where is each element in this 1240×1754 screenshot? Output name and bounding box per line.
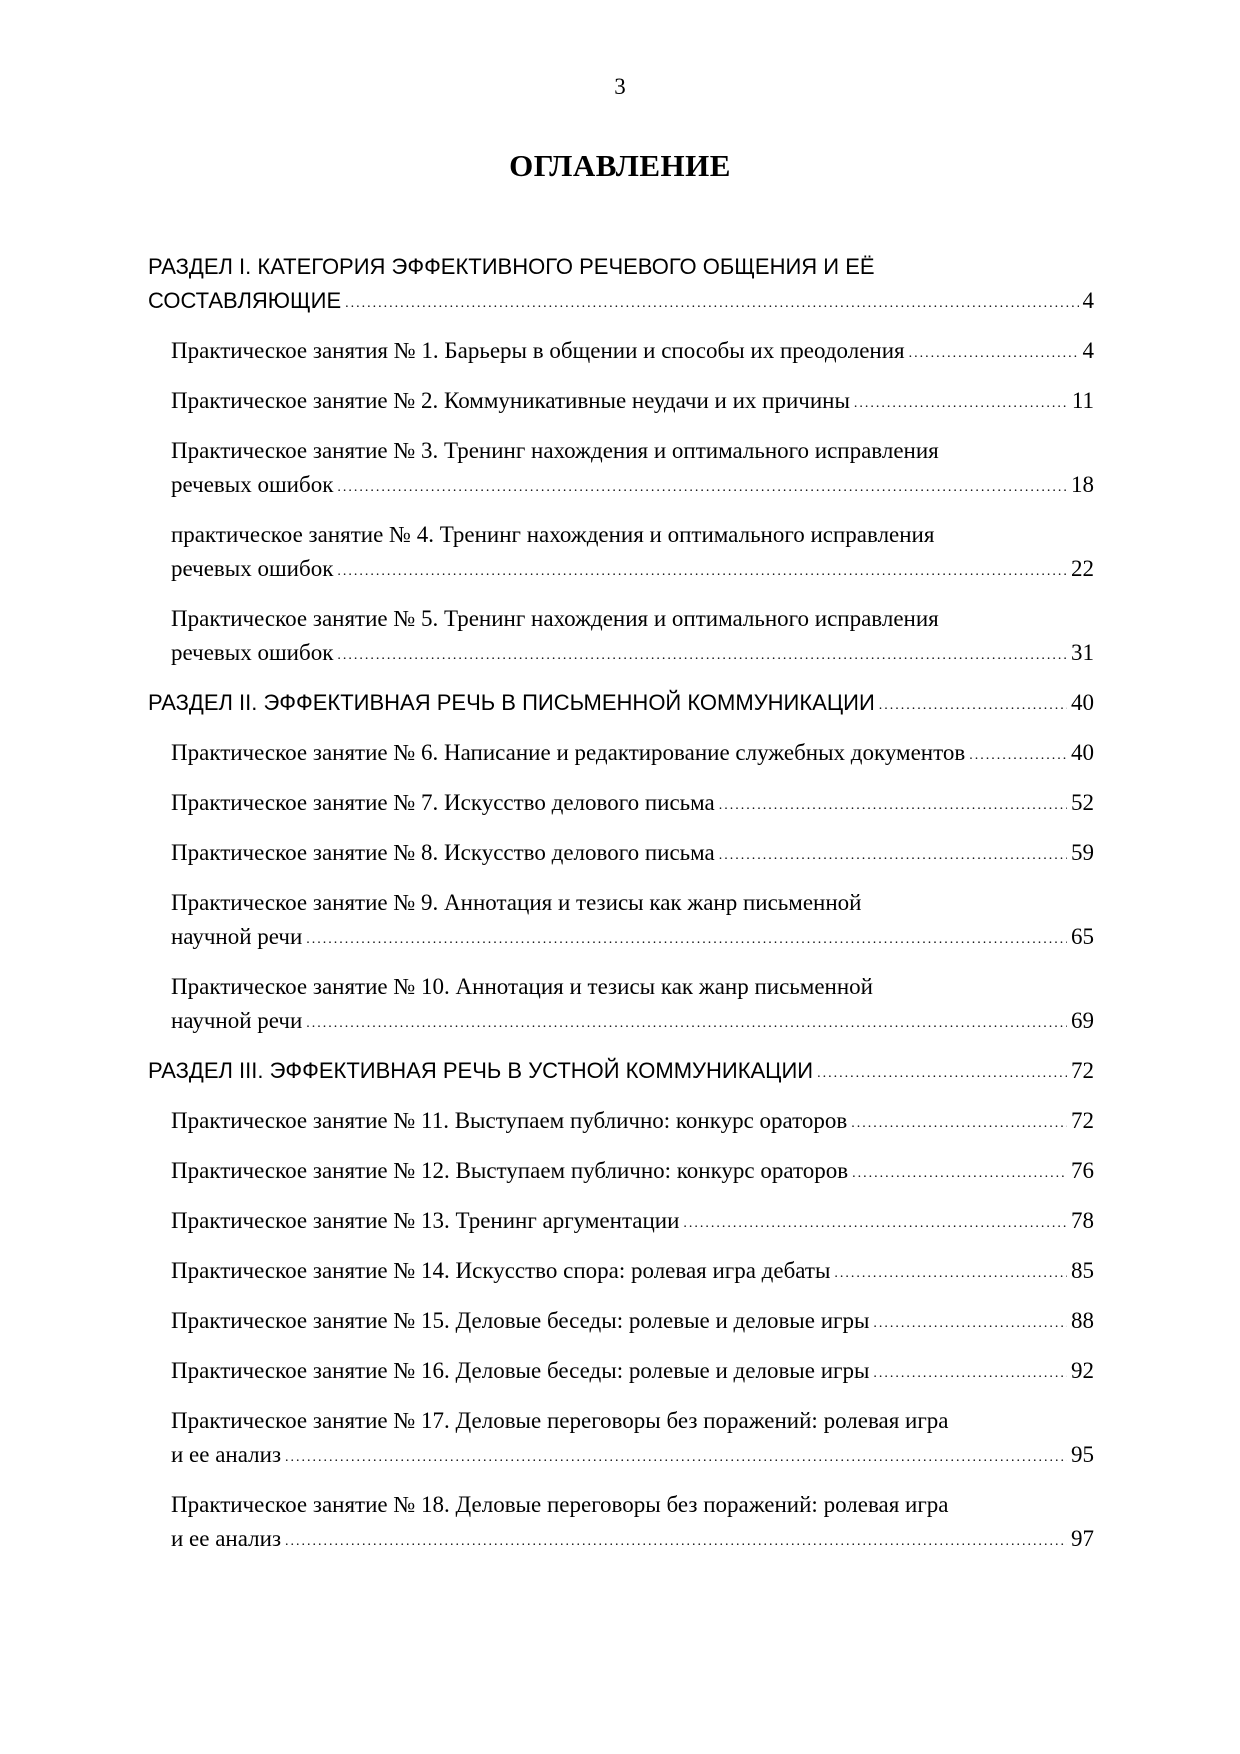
toc-entry-text: Практическое занятия № 1. Барьеры в общении и способы их преодоления <box>171 338 905 363</box>
toc-entry-text: речевых ошибок <box>171 556 334 581</box>
dot-leader <box>285 1441 1067 1475</box>
toc-entry-text: РАЗДЕЛ I. КАТЕГОРИЯ ЭФФЕКТИВНОГО РЕЧЕВОГО ОБЩЕНИЯ И ЕЁ <box>148 254 875 279</box>
toc-entry-text: Практическое занятие № 2. Коммуникативные неудачи и их причины <box>171 388 850 413</box>
toc-entry[interactable] <box>148 786 1094 824</box>
toc-section-entry[interactable] <box>148 686 1094 724</box>
toc-page-number: 4 <box>1082 338 1094 363</box>
toc-page-number: 4 <box>1082 288 1094 313</box>
toc-entry[interactable] <box>148 384 1094 422</box>
toc-entry[interactable] <box>148 602 1094 674</box>
toc-page-number: 11 <box>1071 388 1094 413</box>
dot-leader <box>879 689 1067 723</box>
dot-leader <box>337 555 1067 589</box>
toc-entry-text: Практическое занятие № 11. Выступаем публично: конкурс ораторов <box>171 1108 848 1133</box>
dot-leader <box>337 639 1067 673</box>
toc-entry[interactable] <box>148 518 1094 590</box>
toc-entry-text: Практическое занятие № 13. Тренинг аргументации <box>171 1208 680 1233</box>
toc-entry[interactable] <box>148 886 1094 958</box>
toc-page-number: 22 <box>1071 556 1094 581</box>
toc-entry-text: Практическое занятие № 18. Деловые переговоры без поражений: ролевая игра <box>171 1492 949 1517</box>
toc-section-entry[interactable] <box>148 250 1094 322</box>
toc-entry[interactable] <box>148 434 1094 506</box>
toc-entry[interactable] <box>148 1404 1094 1476</box>
toc-entry[interactable] <box>148 1154 1094 1192</box>
toc-entry-text: практическое занятие № 4. Тренинг нахождения и оптимального исправления <box>171 522 935 547</box>
toc-entry[interactable] <box>148 1204 1094 1242</box>
toc-entry-text: Практическое занятие № 6. Написание и редактирование служебных документов <box>171 740 966 765</box>
toc-page-number: 52 <box>1071 790 1094 815</box>
dot-leader <box>719 839 1067 873</box>
toc-entry[interactable] <box>148 836 1094 874</box>
toc-page-number: 40 <box>1071 740 1094 765</box>
toc-entry-text: Практическое занятие № 7. Искусство делового письма <box>171 790 715 815</box>
toc-entry[interactable] <box>148 1254 1094 1292</box>
dot-leader <box>834 1257 1067 1291</box>
dot-leader <box>306 923 1067 957</box>
dot-leader <box>873 1307 1067 1341</box>
toc-entry-text: Практическое занятие № 12. Выступаем публично: конкурс ораторов <box>171 1158 849 1183</box>
toc-entry-text: Практическое занятие № 3. Тренинг нахождения и оптимального исправления <box>171 438 939 463</box>
toc-entry-text: Практическое занятие № 16. Деловые беседы: ролевые и деловые игры <box>171 1358 870 1383</box>
dot-leader <box>873 1357 1067 1391</box>
toc-page-number: 18 <box>1071 472 1094 497</box>
toc-page-number: 65 <box>1071 924 1094 949</box>
toc-page-number: 59 <box>1071 840 1094 865</box>
toc-entry-text: Практическое занятие № 10. Аннотация и тезисы как жанр письменной <box>171 974 873 999</box>
dot-leader <box>969 739 1067 773</box>
toc-entry-text: научной речи <box>171 1008 303 1033</box>
toc-entry-text: Практическое занятие № 15. Деловые беседы: ролевые и деловые игры <box>171 1308 870 1333</box>
toc-entry-text: и ее анализ <box>171 1442 282 1467</box>
toc-entry-text: Практическое занятие № 17. Деловые переговоры без поражений: ролевая игра <box>171 1408 949 1433</box>
toc-page-number: 97 <box>1071 1526 1094 1551</box>
dot-leader <box>306 1007 1067 1041</box>
dot-leader <box>851 1107 1067 1141</box>
toc-page-number: 72 <box>1071 1108 1094 1133</box>
toc-page-number: 95 <box>1071 1442 1094 1467</box>
dot-leader <box>909 337 1079 371</box>
toc-entry-text: речевых ошибок <box>171 472 334 497</box>
toc-entry[interactable] <box>148 736 1094 774</box>
toc-entry[interactable] <box>148 970 1094 1042</box>
table-of-contents <box>148 246 1094 1572</box>
toc-entry-text: Практическое занятие № 5. Тренинг нахождения и оптимального исправления <box>171 606 939 631</box>
toc-entry-text: научной речи <box>171 924 303 949</box>
toc-page-number: 40 <box>1071 690 1094 715</box>
toc-entry-text: Практическое занятие № 14. Искусство спора: ролевая игра дебаты <box>171 1258 831 1283</box>
page-title: ОГЛАВЛЕНИЕ <box>509 148 731 183</box>
toc-entry-text: Практическое занятие № 9. Аннотация и тезисы как жанр письменной <box>171 890 862 915</box>
toc-page-number: 78 <box>1071 1208 1094 1233</box>
toc-page-number: 85 <box>1071 1258 1094 1283</box>
dot-leader <box>345 287 1078 321</box>
toc-entry-text: Практическое занятие № 8. Искусство делового письма <box>171 840 715 865</box>
toc-page-number: 31 <box>1071 640 1094 665</box>
toc-page-number: 72 <box>1071 1058 1094 1083</box>
toc-entry[interactable] <box>148 334 1094 372</box>
toc-entry-text: РАЗДЕЛ II. ЭФФЕКТИВНАЯ РЕЧЬ В ПИСЬМЕННОЙ КОММУНИКАЦИИ <box>148 690 875 715</box>
toc-section-entry[interactable] <box>148 1054 1094 1092</box>
toc-entry[interactable] <box>148 1354 1094 1392</box>
toc-page-number: 88 <box>1071 1308 1094 1333</box>
dot-leader <box>285 1525 1067 1559</box>
dot-leader <box>683 1207 1067 1241</box>
toc-entry-text: РАЗДЕЛ III. ЭФФЕКТИВНАЯ РЕЧЬ В УСТНОЙ КОММУНИКАЦИИ <box>148 1058 814 1083</box>
toc-page-number: 76 <box>1071 1158 1094 1183</box>
dot-leader <box>817 1057 1067 1091</box>
dot-leader <box>852 1157 1067 1191</box>
dot-leader <box>854 387 1068 421</box>
toc-entry[interactable] <box>148 1304 1094 1342</box>
toc-page-number: 69 <box>1071 1008 1094 1033</box>
toc-entry[interactable] <box>148 1488 1094 1560</box>
dot-leader <box>719 789 1067 823</box>
page-number: 3 <box>614 74 626 99</box>
toc-entry[interactable] <box>148 1104 1094 1142</box>
toc-page-number: 92 <box>1071 1358 1094 1383</box>
toc-entry-text: СОСТАВЛЯЮЩИЕ <box>148 288 342 313</box>
toc-entry-text: и ее анализ <box>171 1526 282 1551</box>
toc-entry-text: речевых ошибок <box>171 640 334 665</box>
dot-leader <box>337 471 1067 505</box>
